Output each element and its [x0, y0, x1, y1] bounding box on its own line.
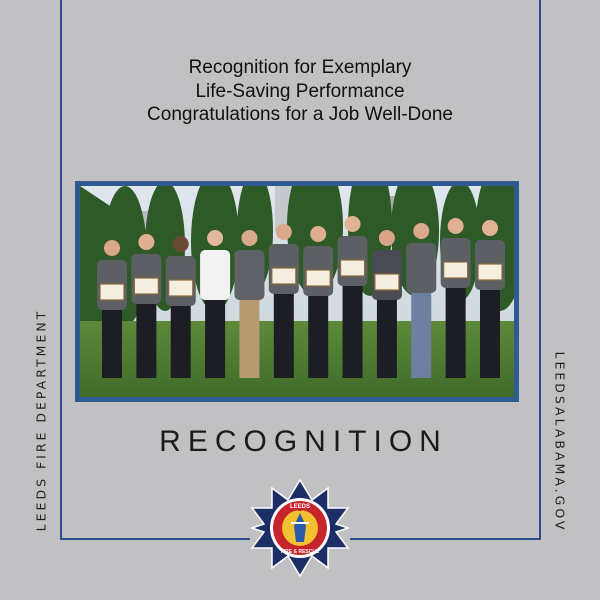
frame-line-right: [539, 0, 541, 540]
certificate: [134, 278, 158, 294]
frame-line-bottom-left: [60, 538, 250, 540]
frame-line-bottom-right: [350, 538, 541, 540]
badge-text-top: LEEDS: [289, 504, 311, 510]
certificate: [375, 274, 399, 290]
certificate: [341, 260, 365, 276]
post-heading: [70, 56, 530, 127]
badge-text-bottom: FIRE & RESCUE: [280, 549, 320, 555]
certificate: [100, 284, 124, 300]
group-photo: [75, 181, 519, 402]
group-photo-image: [80, 186, 514, 397]
website-caption: LEEDSALABAMA.GOV: [552, 351, 568, 533]
heading-line-2: Life-Saving Performance: [195, 80, 405, 102]
department-caption: LEEDS FIRE DEPARTMENT: [33, 308, 49, 532]
certificate: [444, 262, 468, 278]
certificate: [272, 268, 296, 284]
certificate: [169, 280, 193, 296]
fire-rescue-badge-icon: [250, 478, 350, 578]
frame-line-left: [60, 0, 62, 540]
recognition-headline: RECOGNITION: [159, 425, 448, 458]
certificate: [306, 270, 330, 286]
heading-line-3: Congratulations for a Job Well-Done: [147, 104, 453, 125]
heading-line-1: Recognition for Exemplary: [188, 57, 412, 78]
certificate: [478, 264, 502, 280]
